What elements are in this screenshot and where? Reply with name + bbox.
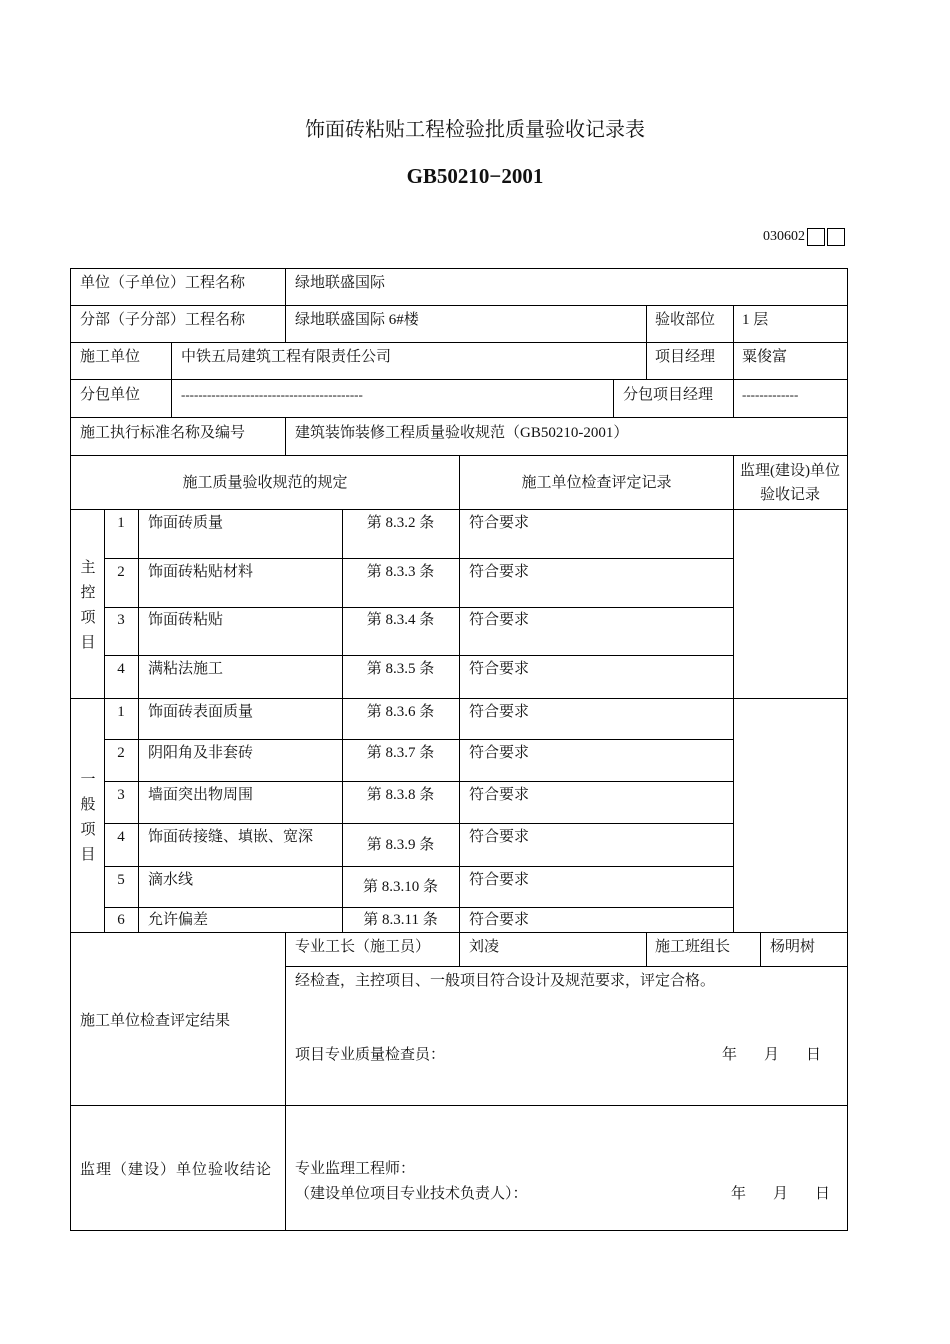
- supervision-date-month: 月: [773, 1186, 789, 1202]
- item-number: 3: [117, 612, 125, 628]
- supervision-engineer-label: 专业监理工程师：: [295, 1161, 416, 1177]
- document-title: 饰面砖粘贴工程检验批质量验收记录表: [305, 117, 645, 141]
- subcontract-unit-value[interactable]: ------------------------------------------: [181, 387, 363, 402]
- item-number: 4: [117, 661, 125, 677]
- item-clause: 第 8.3.10 条: [362, 879, 438, 895]
- supervision-label: 监理（建设）单位验收结论: [80, 1162, 273, 1178]
- result-conclusion[interactable]: 经检查，主控项目、一般项目符合设计及规范要求，评定合格。: [295, 973, 716, 989]
- item-number: 2: [117, 745, 125, 761]
- result-date-year: 年: [722, 1047, 738, 1063]
- item-record[interactable]: 符合要求: [469, 745, 530, 761]
- item-name: 满粘法施工: [148, 661, 224, 677]
- subcontract-manager-label: 分包项目经理: [623, 387, 714, 403]
- supervision-owner-label: （建设单位项目专业技术负责人）：: [295, 1186, 528, 1202]
- project-manager-label: 项目经理: [655, 349, 716, 365]
- team-leader-label: 施工班组长: [655, 939, 731, 955]
- item-record[interactable]: 符合要求: [469, 912, 530, 928]
- item-clause: 第 8.3.6 条: [366, 704, 435, 720]
- item-name: 滴水线: [148, 872, 194, 888]
- supervision-date-day: 日: [815, 1186, 831, 1202]
- foreman-label: 专业工长（施工员）: [295, 939, 431, 955]
- construction-unit-value[interactable]: 中铁五局建筑工程有限责任公司: [181, 349, 392, 365]
- item-clause: 第 8.3.11 条: [363, 912, 438, 928]
- item-number: 1: [117, 515, 125, 531]
- document-number: [763, 228, 845, 246]
- item-record[interactable]: 符合要求: [469, 829, 530, 845]
- item-record[interactable]: 符合要求: [469, 704, 530, 720]
- item-name: 阴阳角及非套砖: [148, 745, 254, 761]
- item-number: 5: [117, 872, 125, 888]
- item-clause: 第 8.3.7 条: [366, 745, 435, 761]
- subcontract-manager-value[interactable]: -------------: [742, 387, 799, 402]
- result-date-month: 月: [764, 1047, 780, 1063]
- item-name: 饰面砖粘贴材料: [148, 564, 254, 580]
- item-number: 4: [117, 829, 125, 845]
- item-clause: 第 8.3.2 条: [366, 515, 435, 531]
- item-record[interactable]: 符合要求: [469, 661, 530, 677]
- foreman-value[interactable]: 刘凌: [469, 939, 500, 955]
- number-box-1[interactable]: [807, 228, 825, 246]
- item-number: 1: [117, 704, 125, 720]
- general-items-group-label: 一般项目: [80, 772, 96, 863]
- exec-standard-label: 施工执行标准名称及编号: [80, 425, 246, 441]
- project-manager-value[interactable]: 粟俊富: [742, 349, 788, 365]
- sub-project-label: 分部（子分部）工程名称: [80, 312, 246, 328]
- item-name: 饰面砖粘贴: [148, 612, 224, 628]
- document-number-text: 030602: [763, 229, 805, 244]
- item-name: 饰面砖表面质量: [148, 704, 254, 720]
- item-number: 2: [117, 564, 125, 580]
- result-date-day: 日: [806, 1047, 822, 1063]
- accept-part-value[interactable]: 1 层: [742, 312, 769, 328]
- main-items-group-label: 主控项目: [80, 560, 96, 651]
- standard-code: GB50210−2001: [406, 164, 544, 188]
- item-clause: 第 8.3.4 条: [366, 612, 435, 628]
- item-number: 6: [117, 912, 125, 928]
- exec-standard-value[interactable]: 建筑装饰装修工程质量验收规范（GB50210-2001）: [295, 425, 629, 441]
- construction-unit-label: 施工单位: [80, 349, 141, 365]
- accept-part-label: 验收部位: [655, 312, 716, 328]
- team-leader-value[interactable]: 杨明树: [770, 939, 816, 955]
- item-clause: 第 8.3.8 条: [366, 787, 435, 803]
- item-number: 3: [117, 787, 125, 803]
- column-header-supervision: 监理(建设)单位验收记录: [740, 463, 840, 503]
- result-label: 施工单位检查评定结果: [80, 1013, 231, 1029]
- column-header-record: 施工单位检查评定记录: [521, 475, 672, 491]
- item-record[interactable]: 符合要求: [469, 872, 530, 888]
- item-name: 允许偏差: [148, 912, 209, 928]
- item-record[interactable]: 符合要求: [469, 564, 530, 580]
- supervision-date-year: 年: [731, 1186, 747, 1202]
- number-box-2[interactable]: [827, 228, 845, 246]
- item-name: 墙面突出物周围: [148, 787, 254, 803]
- item-clause: 第 8.3.5 条: [366, 661, 435, 677]
- column-header-spec: 施工质量验收规范的规定: [182, 475, 348, 491]
- subcontract-unit-label: 分包单位: [80, 387, 141, 403]
- item-record[interactable]: 符合要求: [469, 787, 530, 803]
- item-name: 饰面砖质量: [148, 515, 224, 531]
- sub-project-value[interactable]: 绿地联盛国际 6#楼: [295, 312, 419, 328]
- item-record[interactable]: 符合要求: [469, 612, 530, 628]
- unit-project-value[interactable]: 绿地联盛国际: [295, 275, 386, 291]
- item-clause: 第 8.3.3 条: [366, 564, 435, 580]
- item-name: 饰面砖接缝、填嵌、宽深: [148, 829, 314, 845]
- unit-project-label: 单位（子单位）工程名称: [80, 275, 246, 291]
- inspector-label: 项目专业质量检查员：: [295, 1047, 446, 1063]
- item-record[interactable]: 符合要求: [469, 515, 530, 531]
- item-clause: 第 8.3.9 条: [366, 837, 435, 853]
